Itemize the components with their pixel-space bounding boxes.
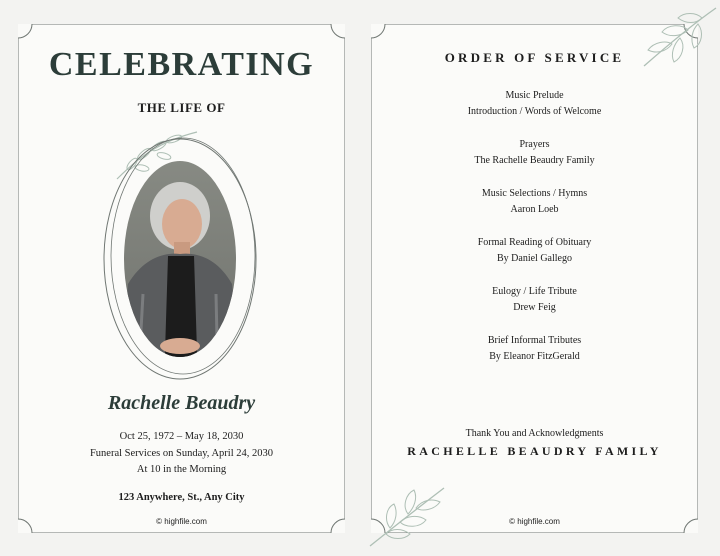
leaf-branch-icon [636,4,720,76]
service-item-detail: Introduction / Words of Welcome [467,106,602,117]
service-program-list [371,88,698,382]
service-item-title: Music Selections / Hymns [481,188,588,199]
service-address: 123 Anywhere, St., Any City [118,492,245,503]
order-of-service-panel [371,24,698,533]
credit-left: © highfile.com [156,517,207,526]
cover-subtitle: THE LIFE OF [137,100,226,115]
list-item [371,235,698,267]
portrait-photo [98,134,262,384]
order-of-service-heading: ORDER OF SERVICE [444,50,625,65]
list-item [371,137,698,169]
front-cover-panel [18,24,345,533]
service-item-title: Prayers [519,139,550,150]
service-item-title: Music Prelude [505,90,564,101]
service-time: At 10 in the Morning [136,464,227,475]
service-item-detail: Aaron Loeb [510,204,559,215]
leaf-branch-icon [366,478,450,550]
service-item-detail: Drew Feig [513,302,556,313]
service-details [18,429,345,479]
credit-right: © highfile.com [509,517,560,526]
service-item-title: Brief Informal Tributes [487,335,582,346]
list-item [371,186,698,218]
deceased-name: Rachelle Beaudry [107,392,256,414]
cover-title: CELEBRATING [48,46,315,83]
life-dates: Oct 25, 1972 – May 18, 2030 [119,431,244,442]
list-item [371,88,698,120]
service-item-detail: By Daniel Gallego [497,253,572,264]
service-item-detail: The Rachelle Beaudry Family [474,155,595,166]
thanks-line: Thank You and Acknowledgments [465,428,604,439]
service-item-detail: By Eleanor FitzGerald [489,351,580,362]
list-item [371,284,698,316]
list-item [371,333,698,365]
funeral-services-line: Funeral Services on Sunday, April 24, 2030 [89,447,274,459]
service-item-title: Formal Reading of Obituary [477,237,592,248]
service-item-title: Eulogy / Life Tribute [492,286,577,297]
family-name: RACHELLE BEAUDRY FAMILY [407,444,662,458]
